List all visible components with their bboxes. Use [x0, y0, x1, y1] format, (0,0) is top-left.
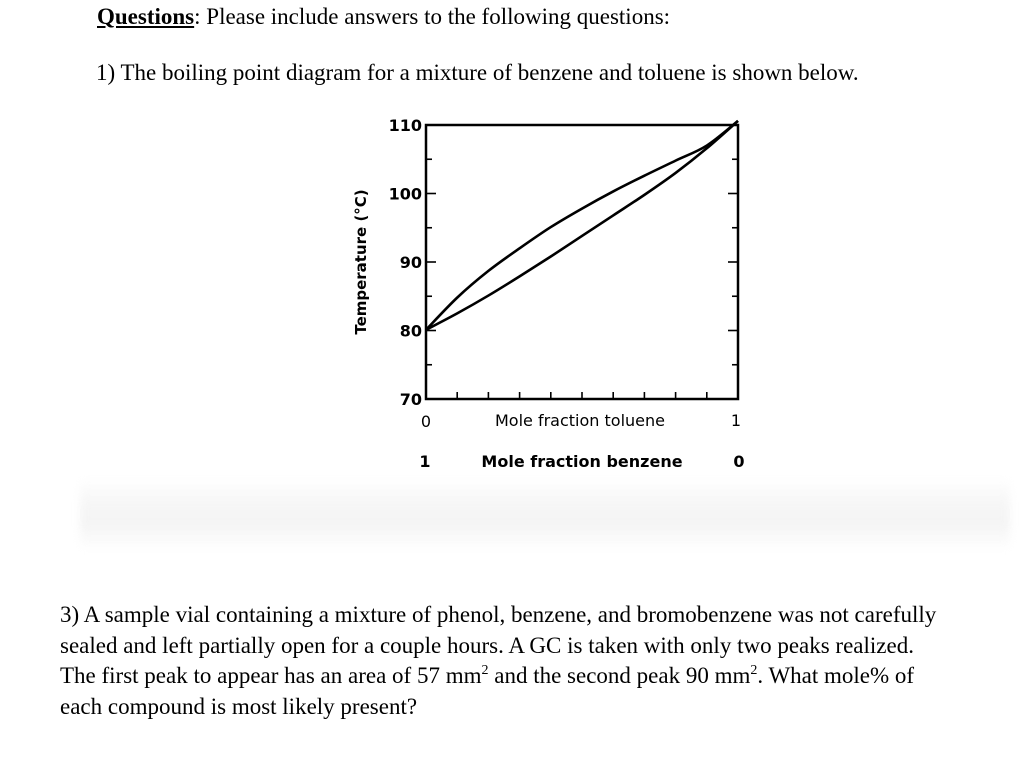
question-3-line-4: each compound is most likely present? — [60, 693, 418, 719]
question-3-line-3c: . What mole% of — [757, 663, 915, 688]
vapor-curve — [426, 121, 738, 330]
heading-label: Questions — [97, 4, 195, 29]
y-tick-label: 70 — [399, 390, 422, 409]
question-1: 1) The boiling point diagram for a mixture of benzene and toluene is shown below. — [96, 60, 859, 85]
question-3-line-3a: The first peak to appear has an area of 57 mm — [60, 663, 482, 688]
boiling-point-diagram — [340, 108, 770, 478]
x-tick-top-0: 0 — [420, 412, 432, 431]
y-axis-label: Temperature (°C) — [352, 189, 370, 335]
plot-frame — [426, 125, 738, 399]
x-tick-bottom-1: 1 — [419, 452, 431, 471]
x-tick-bottom-0: 0 — [733, 452, 745, 471]
question-3-line-2: sealed and left partially open for a couple hours. A GC is taken with only two peaks realized. — [60, 632, 914, 658]
question-3-line-3b: and the second peak 90 mm — [488, 663, 751, 688]
question-3-line-3 — [60, 661, 1010, 692]
y-tick-label: 110 — [388, 116, 422, 135]
heading-text: : Please include answers to the following questions: — [194, 4, 671, 29]
x-tick-top-1: 1 — [730, 411, 742, 430]
y-tick-label: 90 — [399, 253, 422, 272]
y-tick-label: 80 — [399, 321, 422, 341]
faded-question-2 — [80, 478, 1010, 550]
x-axis-label-bottom: Mole fraction benzene — [481, 452, 683, 471]
heading — [97, 3, 670, 31]
superscript-2a: 2 — [481, 663, 489, 678]
question-3-line-1: 3) A sample vial containing a mixture of phenol, benzene, and bromobenzene was not carefully — [60, 602, 937, 627]
question-3 — [60, 600, 1010, 722]
y-tick-label: 100 — [388, 184, 422, 204]
x-axis-label-top: Mole fraction toluene — [495, 411, 665, 430]
superscript-2b: 2 — [750, 663, 758, 678]
